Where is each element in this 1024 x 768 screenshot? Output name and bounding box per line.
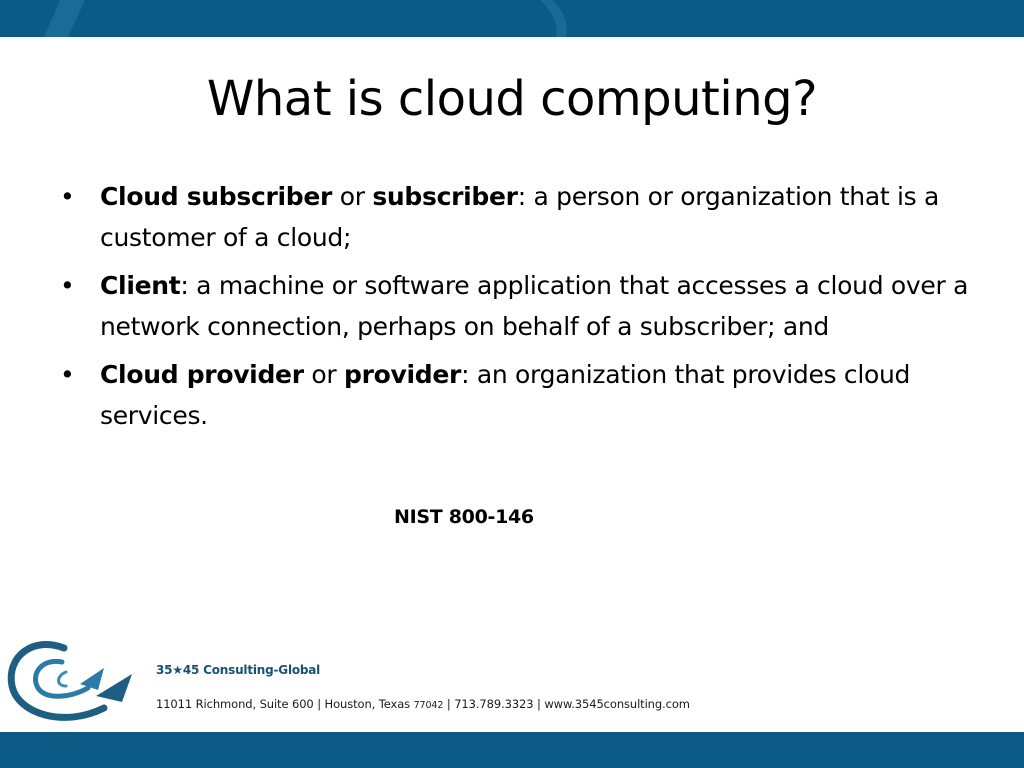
footer-zip: 77042 [413,700,444,711]
citation: NIST 800-146 [394,506,534,528]
bullet-term: provider [344,360,462,389]
bullet-list [60,176,990,443]
bullet-marker: • [60,182,75,211]
banner-swoosh-decoration [0,0,1024,37]
bullet-marker: • [60,271,75,300]
company-name: 35★45 Consulting-Global [156,663,321,677]
bullet-item [60,176,990,258]
bullet-marker: • [60,360,75,389]
bullet-definition: : a person or organization that is a customer of a cloud; [100,182,940,252]
bullet-joiner: or [332,182,373,211]
bottom-banner [0,732,1024,768]
swirl-arrow-logo-icon [4,636,138,728]
footer-phone-website: | 713.789.3323 | www.3545consulting.com [443,697,690,711]
top-banner [0,0,1024,37]
bullet-term: Cloud provider [100,360,304,389]
bullet-item [60,265,990,347]
slide-title: What is cloud computing? [206,71,818,127]
footer-contact [156,697,690,711]
bullet-definition: : an organization that provides cloud services. [100,360,911,430]
bullet-joiner: or [303,360,345,389]
bullet-term: Cloud subscriber [100,182,333,211]
bullet-term: subscriber [372,182,518,211]
bullet-term: Client [100,271,181,300]
bullet-item [60,354,990,436]
footer-address: 11011 Richmond, Suite 600 | Houston, Texas [156,697,414,711]
bullet-definition: : a machine or software application that accesses a cloud over a network connection, perhaps on behalf of a subscriber; and [100,271,969,341]
